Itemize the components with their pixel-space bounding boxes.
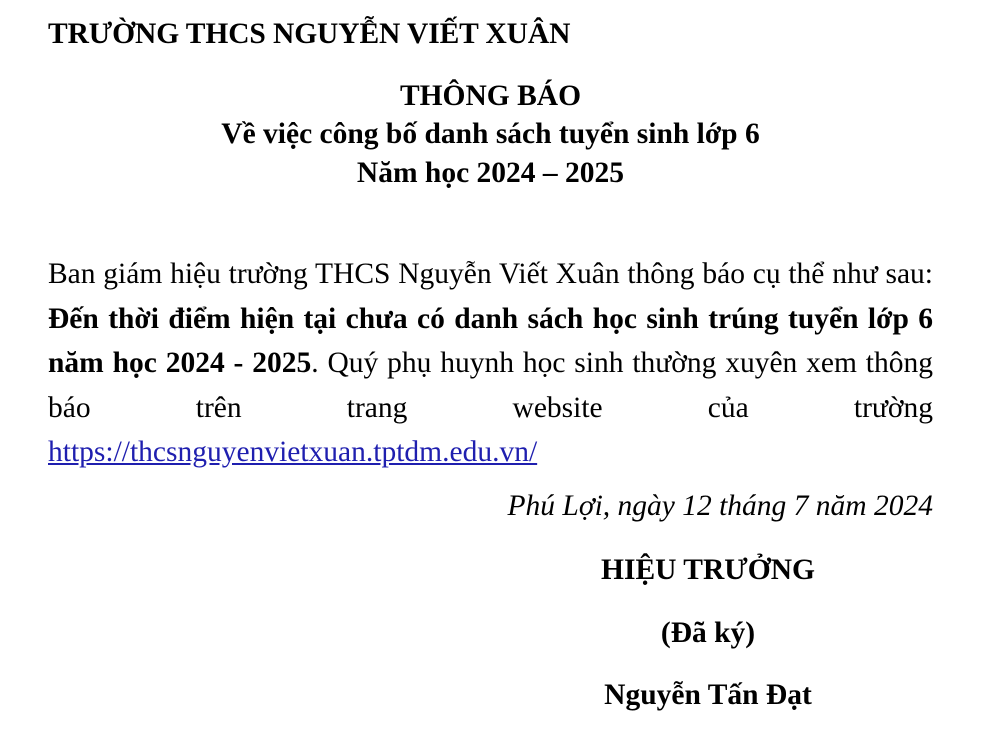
signer-name: Nguyễn Tấn Đạt — [604, 679, 812, 711]
notice-title: THÔNG BÁO — [399, 80, 582, 112]
place-date: Phú Lợi, ngày 12 tháng 7 năm 2024 — [507, 490, 933, 522]
body-bold-statement: Đến thời điểm hiện tại chưa có danh sách học sinh trúng tuyển lớp 6 năm học 2024 - 2025 — [48, 302, 933, 379]
signed-note: (Đã ký) — [660, 617, 756, 649]
document-page — [48, 0, 933, 742]
school-website-link[interactable]: https://thcsnguyenvietxuan.tptdm.edu.vn/ — [48, 436, 538, 468]
body-continuation: . Quý phụ huynh học sinh thường xuyên xem thông báo trên trang website của trường — [48, 347, 933, 424]
body-intro: Ban giám hiệu trường THCS Nguyễn Viết Xuân thông báo cụ thể như sau: — [48, 258, 933, 290]
school-name: TRƯỜNG THCS NGUYỄN VIẾT XUÂN — [48, 18, 571, 50]
notice-body — [48, 252, 933, 475]
notice-subtitle: Về việc công bố danh sách tuyển sinh lớp 6 — [221, 118, 760, 150]
signer-title: HIỆU TRƯỞNG — [601, 554, 815, 586]
school-year: Năm học 2024 – 2025 — [356, 157, 625, 189]
